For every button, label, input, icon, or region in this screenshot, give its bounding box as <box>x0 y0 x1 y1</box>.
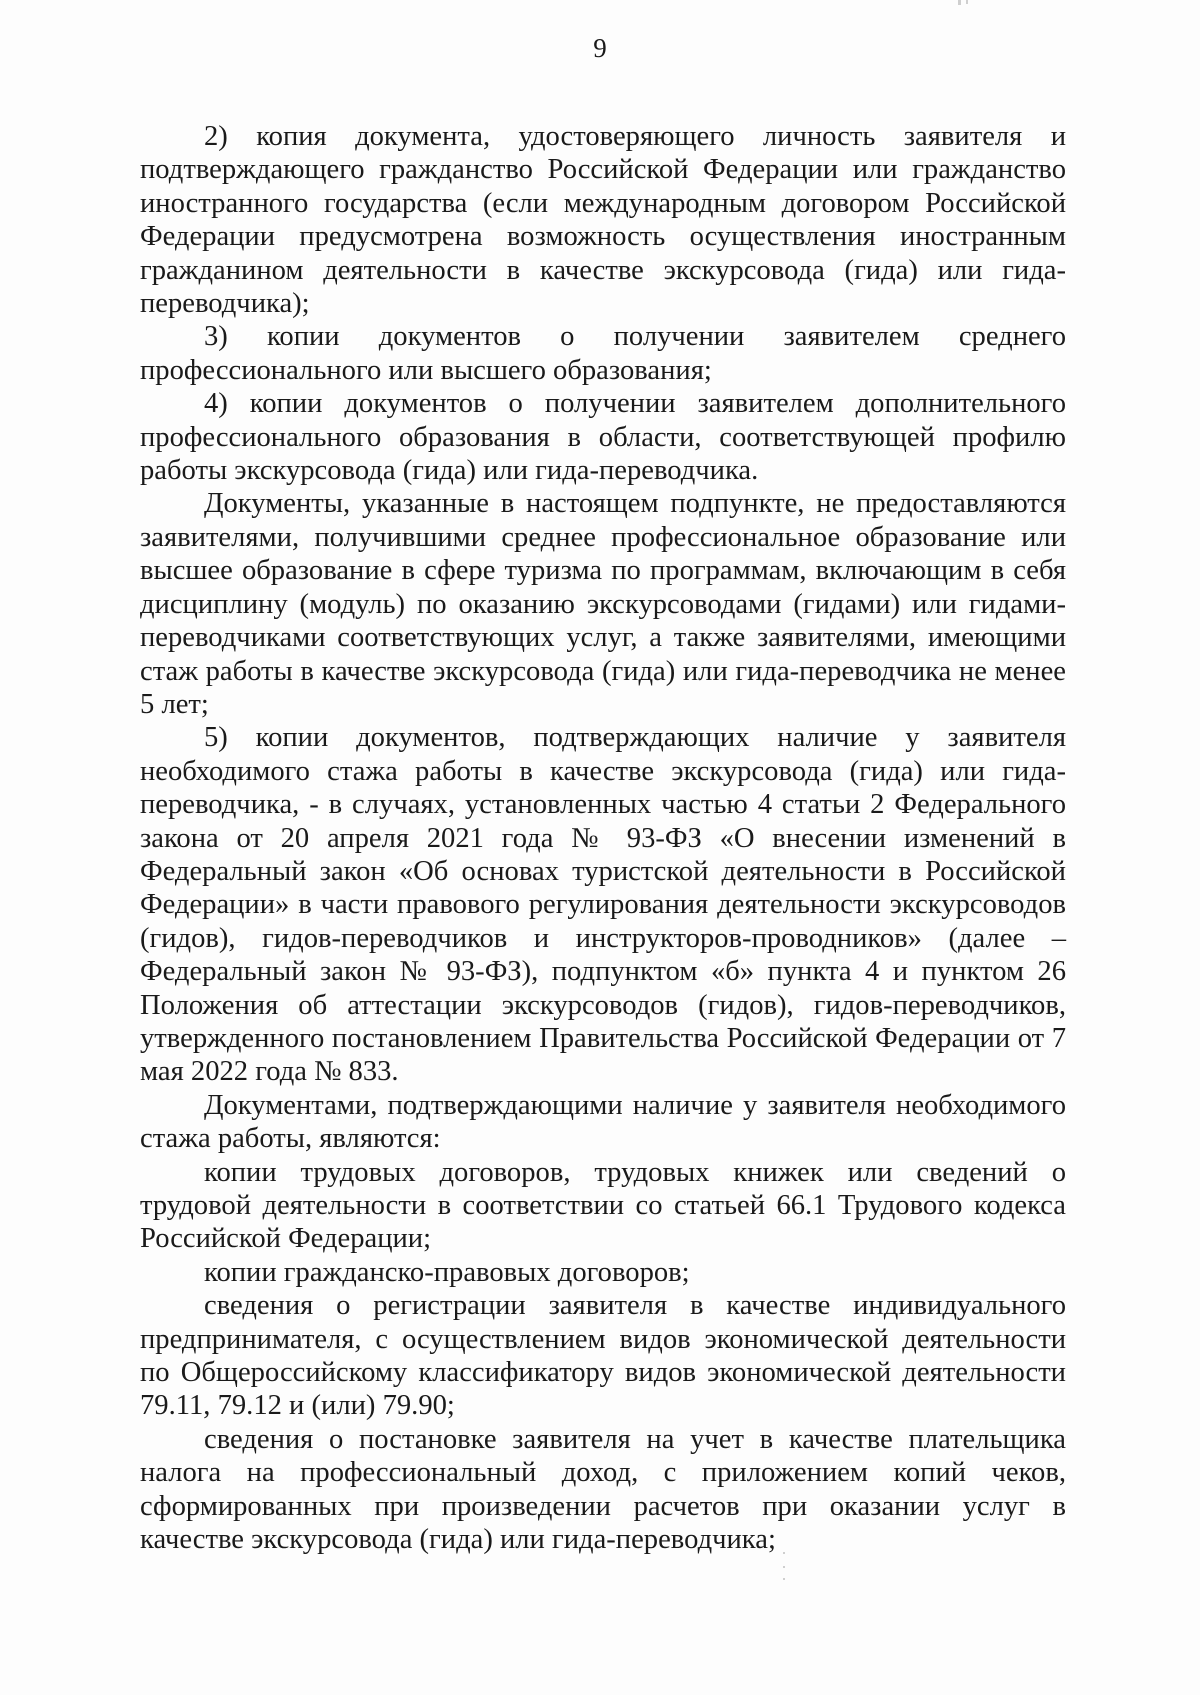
scan-artifact <box>783 1578 785 1580</box>
paragraph-item-3: 3) копии документов о получении заявителем среднего профессионального или высшего образования; <box>140 321 1066 386</box>
document-body <box>140 120 1066 1556</box>
scan-artifact <box>966 0 968 4</box>
paragraph-labor-contracts: копии трудовых договоров, трудовых книжек или сведений о трудовой деятельности в соответствии со статьей 66.1 Трудового кодекса Российской Федерации; <box>140 1156 1066 1255</box>
paragraph-item-5: 5) копии документов, подтверждающих наличие у заявителя необходимого стажа работы в качестве экскурсовода (гида) или гида-переводчика, - в случаях, установленных частью 4 статьи 2 Федерального закона от 20 апреля 2021 года № 93-ФЗ «О внесении изменений в Федеральный закон «Об основах туристской деятельности в Российской Федерации» в части правового регулирования деятельности экскурсоводов (гидов), гидов-переводчиков и инструкторов-проводников» (далее – Федеральный закон № 93-ФЗ), подпунктом «б» пункта 4 и пунктом 26 Положения об аттестации экскурсоводов (гидов), гидов-переводчиков, утвержденного постановлением Правительства Российской Федерации от 7 мая 2022 года № 833. <box>140 722 1066 1088</box>
scan-artifact <box>958 0 961 5</box>
paragraph-documents-intro: Документами, подтверждающими наличие у заявителя необходимого стажа работы, являются: <box>140 1089 1066 1155</box>
scan-artifact <box>783 1566 785 1568</box>
paragraph-civil-contracts: копии гражданско-правовых договоров; <box>204 1256 690 1288</box>
paragraph-entrepreneur-registration: сведения о регистрации заявителя в качестве индивидуального предпринимателя, с осуществлением видов экономической деятельности по Общероссийскому классификатору видов экономической деятельности 79.11, 79.12 и (или) 79.90; <box>140 1290 1066 1422</box>
paragraph-tax-registration: сведения о постановке заявителя на учет в качестве плательщика налога на профессиональный доход, с приложением копий чеков, сформированных при произведении расчетов при оказании услуг в качестве экскурсовода (гида) или гида-переводчика; <box>140 1423 1066 1556</box>
scan-artifact <box>783 1552 785 1554</box>
paragraph-exemption: Документы, указанные в настоящем подпункте, не предоставляются заявителями, получившими среднее профессиональное образование или высшее образование в сфере туризма по программам, включающим в себя дисциплину (модуль) по оказанию экскурсоводами (гидами) или гидами-переводчиками соответствующих услуг, а также заявителями, имеющими стаж работы в качестве экскурсовода (гида) или гида-переводчика не менее 5 лет; <box>140 488 1066 720</box>
page-number: 9 <box>593 33 607 63</box>
paragraph-item-4: 4) копии документов о получении заявителем дополнительного профессионального образования в области, соответствующей профилю работы экскурсовода (гида) или гида-переводчика. <box>140 388 1066 487</box>
paragraph-item-2: 2) копия документа, удостоверяющего личность заявителя и подтверждающего гражданство Российской Федерации или гражданство иностранного государства (если международным договором Российской Федерации предусмотрена возможность осуществления иностранным гражданином деятельности в качестве экскурсовода (гида) или гида-переводчика); <box>140 121 1066 320</box>
